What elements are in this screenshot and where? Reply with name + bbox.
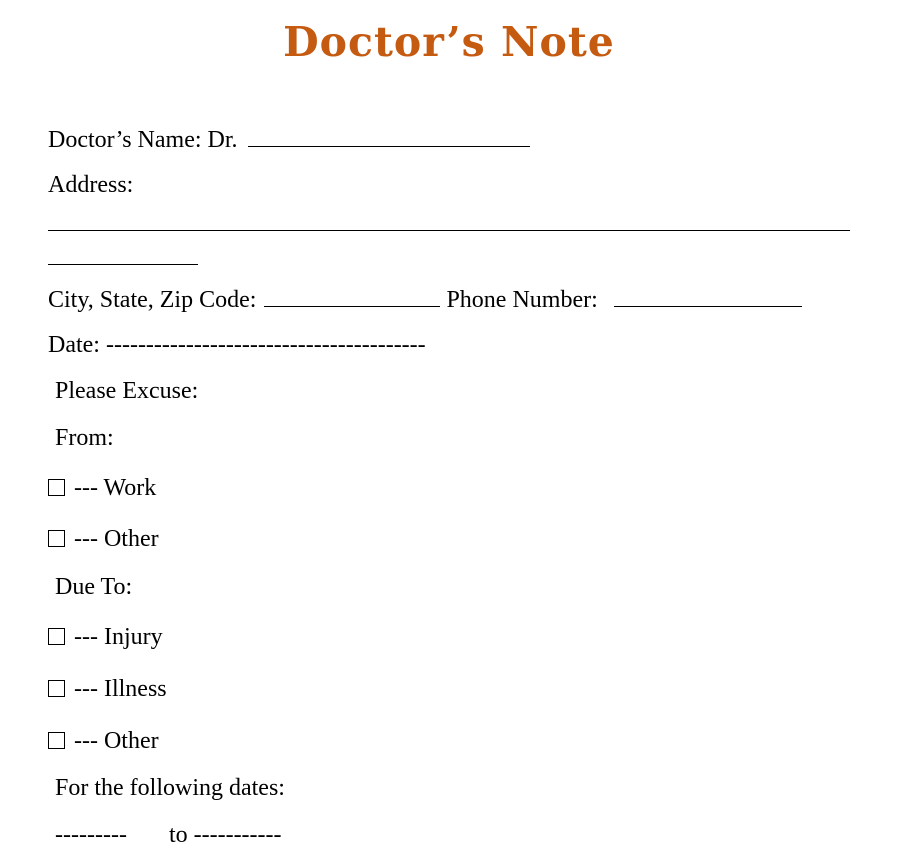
phone-label: Phone Number: — [446, 287, 598, 313]
from-option-other[interactable] — [48, 524, 159, 554]
checkbox-icon[interactable] — [48, 530, 65, 547]
doctor-name-label: Doctor’s Name: Dr. — [48, 127, 238, 153]
checkbox-icon[interactable] — [48, 628, 65, 645]
checkbox-icon[interactable] — [48, 732, 65, 749]
city-field[interactable] — [264, 284, 440, 307]
address-label: Address: — [48, 172, 134, 198]
checkbox-icon[interactable] — [48, 680, 65, 697]
dates-to[interactable]: to ----------- — [168, 822, 282, 848]
due-to-option-injury[interactable] — [48, 622, 163, 652]
due-to-option-other[interactable] — [48, 726, 159, 756]
from-label: From: — [55, 425, 114, 451]
city-label: City, State, Zip Code: — [48, 287, 257, 313]
dates-label: For the following dates: — [55, 775, 285, 801]
option-label: --- Other — [74, 728, 159, 754]
due-to-option-illness[interactable] — [48, 674, 167, 704]
dates-start[interactable]: --------- — [55, 822, 127, 848]
from-option-work[interactable] — [48, 473, 156, 503]
due-to-label: Due To: — [55, 574, 133, 600]
checkbox-icon[interactable] — [48, 479, 65, 496]
phone-field[interactable] — [614, 284, 802, 307]
address-line-1[interactable] — [48, 230, 850, 231]
please-excuse-label: Please Excuse: — [55, 378, 199, 404]
page-title: Doctor’s Note — [283, 18, 615, 66]
date-row: Date: ---------------------------------------- — [48, 332, 426, 358]
dates-row — [55, 820, 282, 850]
option-label: --- Work — [74, 475, 157, 501]
option-label: --- Illness — [74, 676, 167, 702]
city-phone-row — [48, 284, 802, 315]
doctor-name-field[interactable] — [248, 124, 530, 147]
address-line-2[interactable] — [48, 264, 198, 265]
option-label: --- Other — [74, 526, 159, 552]
doctor-name-row — [48, 124, 530, 155]
option-label: --- Injury — [74, 624, 163, 650]
